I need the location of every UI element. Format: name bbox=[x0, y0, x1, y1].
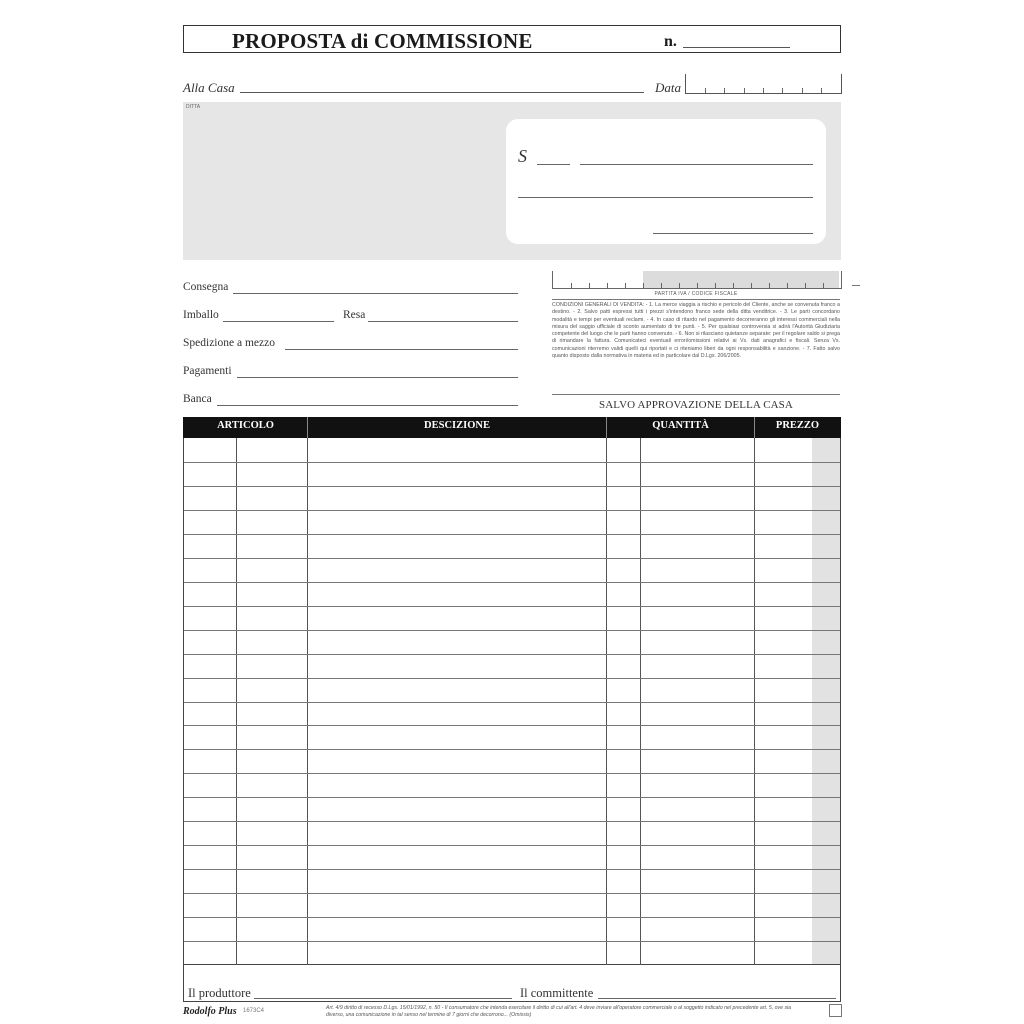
banca-field[interactable] bbox=[217, 405, 518, 406]
table-row-divider bbox=[184, 749, 840, 750]
piva-tick bbox=[751, 283, 752, 288]
piva-tick bbox=[697, 283, 698, 288]
table-row-divider bbox=[184, 510, 840, 511]
table-row-divider bbox=[184, 606, 840, 607]
table-row-divider bbox=[184, 869, 840, 870]
column-header-prezzo: PREZZO bbox=[775, 420, 820, 431]
date-tick bbox=[724, 88, 725, 93]
items-table bbox=[183, 417, 841, 965]
consegna-label: Consegna bbox=[183, 281, 229, 293]
piva-tick bbox=[805, 283, 806, 288]
footer-checkbox[interactable] bbox=[829, 1004, 842, 1017]
table-row-divider bbox=[184, 654, 840, 655]
ditta-label: DITTA bbox=[186, 104, 201, 110]
address-title-field[interactable] bbox=[537, 164, 570, 165]
producer-label: Il produttore bbox=[188, 986, 251, 1000]
address-name-field[interactable] bbox=[580, 164, 813, 165]
table-row-divider bbox=[184, 630, 840, 631]
piva-tick bbox=[589, 283, 590, 288]
table-row-divider bbox=[184, 725, 840, 726]
number-label: n. bbox=[664, 33, 677, 50]
piva-tick bbox=[679, 283, 680, 288]
table-row-divider bbox=[184, 941, 840, 942]
table-row-divider bbox=[184, 462, 840, 463]
table-row-divider bbox=[184, 678, 840, 679]
address-street-field[interactable] bbox=[518, 197, 813, 198]
client-label: Il committente bbox=[520, 986, 594, 1000]
conditions-top-rule bbox=[552, 299, 840, 300]
alla-casa-label: Alla Casa bbox=[183, 80, 235, 95]
date-tick bbox=[802, 88, 803, 93]
imballo-label: Imballo bbox=[183, 309, 219, 321]
approval-note: SALVO APPROVAZIONE DELLA CASA bbox=[599, 399, 793, 411]
pagamenti-field[interactable] bbox=[237, 377, 518, 378]
date-tick bbox=[705, 88, 706, 93]
header-separator bbox=[606, 417, 607, 438]
table-row-divider bbox=[184, 797, 840, 798]
conditions-bottom-rule bbox=[552, 394, 840, 395]
piva-tick bbox=[661, 283, 662, 288]
piva-tick bbox=[787, 283, 788, 288]
piva-dash bbox=[852, 285, 860, 286]
partita-iva-field[interactable] bbox=[552, 271, 842, 289]
header-separator bbox=[754, 417, 755, 438]
piva-tick bbox=[715, 283, 716, 288]
piva-tick bbox=[625, 283, 626, 288]
document-title: PROPOSTA di COMMISSIONE bbox=[232, 29, 533, 53]
alla-casa-field[interactable] bbox=[240, 92, 644, 93]
data-label: Data bbox=[655, 80, 681, 95]
piva-tick bbox=[643, 283, 644, 288]
column-header-descrizione: DESCIZIONE bbox=[424, 420, 490, 431]
pagamenti-label: Pagamenti bbox=[183, 365, 232, 377]
producer-signature-field[interactable] bbox=[254, 998, 512, 999]
resa-field[interactable] bbox=[368, 321, 518, 322]
consegna-field[interactable] bbox=[233, 293, 518, 294]
address-box bbox=[506, 119, 826, 244]
table-row-divider bbox=[184, 558, 840, 559]
piva-tick bbox=[607, 283, 608, 288]
client-signature-field[interactable] bbox=[598, 998, 836, 999]
spedizione-label: Spedizione a mezzo bbox=[183, 337, 275, 349]
form-code: 1673C4 bbox=[243, 1008, 265, 1014]
table-row-divider bbox=[184, 702, 840, 703]
imballo-field[interactable] bbox=[223, 321, 334, 322]
address-city-field[interactable] bbox=[653, 233, 813, 234]
table-row-divider bbox=[184, 845, 840, 846]
table-row-divider bbox=[184, 534, 840, 535]
table-row-divider bbox=[184, 582, 840, 583]
resa-label: Resa bbox=[343, 309, 366, 321]
piva-tick bbox=[823, 283, 824, 288]
date-tick bbox=[763, 88, 764, 93]
number-field[interactable] bbox=[683, 47, 790, 48]
conditions-text: CONDIZIONI GENERALI DI VENDITA: - 1. La merce viaggia a rischio e pericolo del Cliente, anche se convenuta franco a destino. - 2. Salvo patti espressi tutti i prezzi s'intendono franco sede della ditta venditrice. - 3. Le parti concordano modalità e tempi per eventuali reclami. - 4. In caso di ritardo nel pagamento decorreranno gli interessi commerciali nella misura del saggio ufficiale di sconto aumentato di tre punti. - 5. Per qualsiasi controversia si adirà l'Autorità Giudiziaria competente del luogo che le parti hanno convenuto. - 6. Non si rilasciano quietanze separate: per il regolare saldo si prega di rimandare la fattura. Comunicateci eventuali errori/omissioni relativi ai Vs. dati anagrafici e fiscali. Senza Vs. comunicazioni riterremo validi quelli qui riportati e ci riteniamo liberi da ogni responsabilità e sanzione. - 7. Fatto salvo quanto disposto dalla normativa in materia ed in particolare dal D.Lgs. 206/2005. bbox=[552, 302, 840, 360]
table-row-divider bbox=[184, 821, 840, 822]
s-label: S bbox=[518, 146, 527, 166]
piva-tick bbox=[733, 283, 734, 288]
spedizione-field[interactable] bbox=[285, 349, 518, 350]
banca-label: Banca bbox=[183, 393, 212, 405]
column-header-quantita: QUANTITÀ bbox=[652, 420, 709, 431]
column-header-articolo: ARTICOLO bbox=[217, 420, 274, 431]
header-separator bbox=[307, 417, 308, 438]
brand-logo: Rodolfo Plus bbox=[183, 1006, 237, 1017]
date-field[interactable] bbox=[685, 74, 842, 94]
table-row-divider bbox=[184, 486, 840, 487]
date-tick bbox=[821, 88, 822, 93]
date-tick bbox=[782, 88, 783, 93]
table-row-divider bbox=[184, 773, 840, 774]
signature-box bbox=[183, 965, 841, 1002]
partita-iva-label: PARTITA IVA / CODICE FISCALE bbox=[654, 291, 738, 297]
piva-tick bbox=[571, 283, 572, 288]
table-row-divider bbox=[184, 893, 840, 894]
date-tick bbox=[744, 88, 745, 93]
piva-tick bbox=[769, 283, 770, 288]
table-row-divider bbox=[184, 917, 840, 918]
legal-notice: Art. 4/9 diritto di recesso D.Lgs. 15/01/1992, n. 50 - Il consumatore che intenda esercitare il diritto di cui all'art. 4 deve inviare all'operatore commerciale o al soggetto indicato nel precedente art. 5, ove sia diverso, una comunicazione in tal senso nel termine di 7 giorni che decorrono... (Omissis) bbox=[326, 1005, 792, 1018]
